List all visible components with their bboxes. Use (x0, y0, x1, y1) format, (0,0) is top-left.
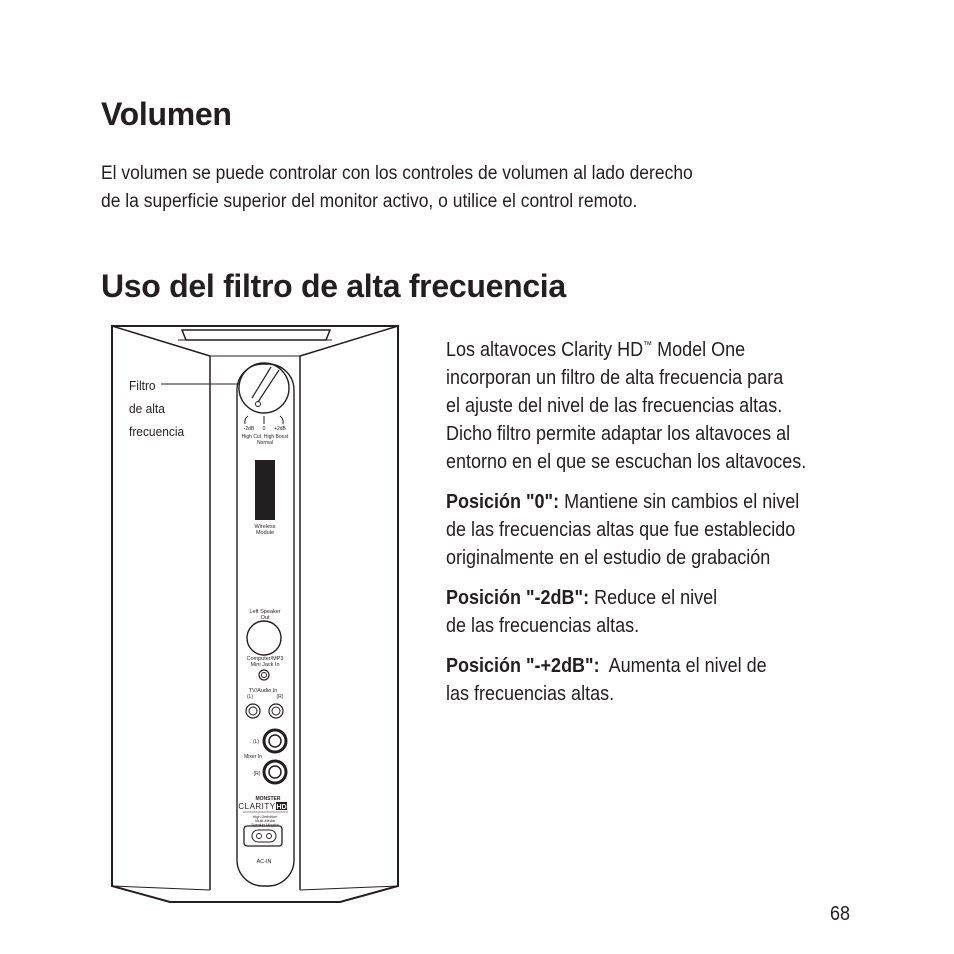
intro-line-3: el ajuste del nivel de las frecuencias altas. (446, 395, 783, 417)
brand-tagline-2: Multi-Media (255, 819, 275, 823)
dial-label-minus2: -2dB (243, 426, 255, 432)
ac-in-label: AC-IN (256, 859, 272, 865)
intro-line-5: entorno en el que se escuchan los altavoces. (446, 451, 807, 473)
position-0 (446, 488, 842, 572)
filtro-intro (446, 332, 842, 476)
tv-label: TV/Audio In (248, 688, 278, 694)
trademark-mark: ™ (643, 340, 653, 351)
dial-label-0: 0 (262, 426, 266, 432)
dial-caption-bottom: Normal (256, 440, 274, 446)
left-speaker-label-1: Left Speaker (249, 609, 281, 615)
position-plus2-line-1 (446, 652, 842, 680)
section-title-volumen: Volumen (101, 96, 232, 132)
brand-tagline-3: Speaker Monitor (251, 823, 279, 827)
position-plus2-text-1: Aumenta el nivel de (599, 655, 767, 677)
position-0-text-1: Mantiene sin cambios el nivel (559, 491, 800, 513)
left-speaker-label-2: Out (260, 615, 270, 621)
wireless-label-1: Wireless (254, 524, 276, 530)
dial-label-plus2: +2dB (274, 426, 286, 432)
callout-line-3: frecuencia (129, 424, 185, 439)
position-0-label: Posición "0": (446, 491, 560, 513)
intro-text-b: Model One (652, 339, 746, 361)
brand-hd: HD (276, 804, 287, 811)
computer-label-2: Mini Jack In (250, 662, 280, 668)
callout-line-1: Filtro (129, 378, 156, 393)
section-title-filtro: Uso del filtro de alta frecuencia (101, 268, 566, 304)
position-0-line-3: originalmente en el estudio de grabación (446, 547, 771, 569)
brand-clarity: CLARITY (238, 802, 276, 811)
brand-tagline-1: High Definition (252, 815, 278, 819)
position-0-line-2: de las frecuencias altas que fue establecido (446, 519, 796, 541)
callout-line-2: de alta (129, 401, 165, 416)
intro-line-4: Dicho filtro permite adaptar los altavoces al (446, 423, 791, 445)
filtro-description (446, 332, 842, 720)
volumen-line-2: de la superficie superior del monitor activo, o utilice el control remoto. (101, 191, 638, 212)
position-0-line-1 (446, 488, 842, 516)
volumen-line-1: El volumen se puede controlar con los controles de volumen al lado derecho (101, 163, 693, 184)
filter-callout (129, 374, 184, 443)
position-plus2-line-2: las frecuencias altas. (446, 683, 615, 705)
dial-caption-top: High Cut High Boost (241, 434, 289, 440)
intro-text-a: Los altavoces Clarity HD (446, 339, 644, 361)
tv-l-label: (L) (246, 694, 254, 700)
position-plus2-label: Posición "-+2dB": (446, 655, 600, 677)
intro-line-1 (446, 332, 842, 364)
page-number: 68 (830, 903, 851, 925)
position-minus2 (446, 584, 842, 640)
position-minus2-label: Posición "-2dB": (446, 587, 590, 609)
brand-monster: MONSTER (255, 796, 281, 802)
volumen-paragraph (101, 160, 763, 216)
position-minus2-line-2: de las frecuencias altas. (446, 615, 640, 637)
wireless-label-2: Module (255, 530, 275, 536)
position-minus2-text-1: Reduce el nivel (589, 587, 718, 609)
computer-label-1: Computer/MP3 (246, 656, 284, 662)
position-plus2 (446, 652, 842, 708)
mixer-label: Mixer In (244, 754, 262, 760)
tv-r-label: (R) (276, 694, 284, 700)
position-minus2-line-1 (446, 584, 842, 612)
intro-line-2: incorporan un filtro de alta frecuencia para (446, 367, 784, 389)
mixer-r-label: (R) (253, 771, 261, 777)
mixer-l-label: (L) (252, 739, 260, 745)
